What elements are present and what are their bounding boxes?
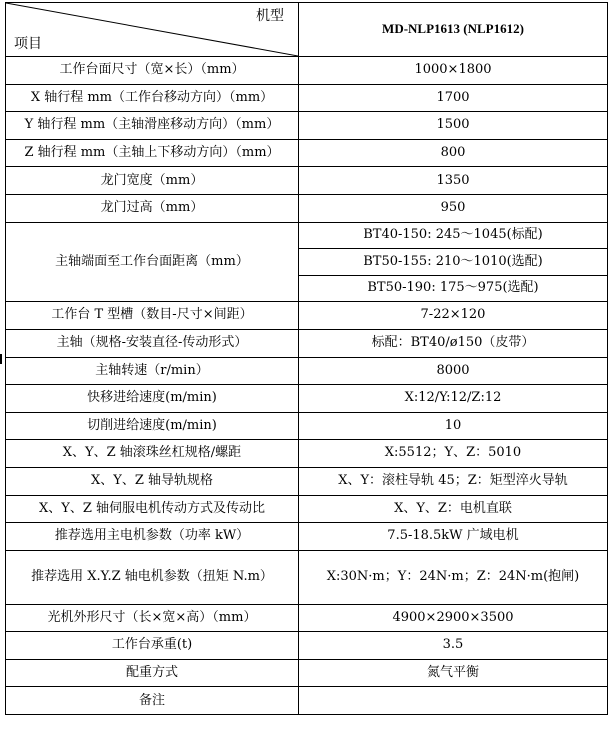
row-label: 快移进给速度(m/min) [6,385,299,413]
table-row [6,687,608,715]
row-label: 配重方式 [6,659,299,687]
row-label: Z 轴行程 mm（主轴上下移动方向）（mm） [6,139,299,167]
row-label: 龙门宽度（mm） [6,167,299,195]
row-value: BT50-190: 175～975(选配) [299,275,608,302]
table-row [6,385,608,413]
table-row [6,84,608,112]
row-label: 推荐选用主电机参数（功率 kW） [6,523,299,551]
corner-header-cell [6,3,299,57]
row-label: 主轴转速（r/min） [6,357,299,385]
row-value: 7.5-18.5kW 广域电机 [299,523,608,551]
row-value: 1700 [299,84,608,112]
row-label: X、Y、Z 轴伺服电机传动方式及传动比 [6,495,299,523]
row-label: 切削进给速度(m/min) [6,412,299,440]
row-value: 氮气平衡 [299,659,608,687]
table-row [6,112,608,140]
row-label: X、Y、Z 轴滚珠丝杠规格/螺距 [6,440,299,468]
table-header-row [6,3,608,57]
row-value: 10 [299,412,608,440]
table-row [6,302,608,330]
model-title: MD-NLP1613 (NLP1612) [299,3,608,57]
row-value: X:12/Y:12/Z:12 [299,385,608,413]
table-row [6,632,608,660]
row-value: 7-22×120 [299,302,608,330]
table-row [6,139,608,167]
row-label: 光机外形尺寸（长×宽×高）（mm） [6,604,299,632]
table-row [6,357,608,385]
row-label: Y 轴行程 mm（主轴滑座移动方向）（mm） [6,112,299,140]
row-value: X、Y：滚柱导轨 45；Z：矩型淬火导轨 [299,467,608,495]
row-value: X、Y、Z：电机直联 [299,495,608,523]
table-row [6,523,608,551]
row-value: 3.5 [299,632,608,660]
row-value: X:30N·m；Y：24N·m；Z：24N·m(抱闸) [299,550,608,604]
row-value: X:5512；Y、Z：5010 [299,440,608,468]
row-value: 8000 [299,357,608,385]
spec-table [5,2,608,715]
row-value: BT50-155: 210～1010(选配) [299,249,608,276]
row-label: 工作台 T 型槽（数目-尺寸×间距） [6,302,299,330]
table-row [6,167,608,195]
row-label: 备注 [6,687,299,715]
row-label: 主轴端面至工作台面距离（mm） [6,222,299,302]
table-row [6,550,608,604]
row-label: 工作台承重(t) [6,632,299,660]
row-label: 龙门过高（mm） [6,194,299,222]
row-value: 1500 [299,112,608,140]
row-label: X 轴行程 mm（工作台移动方向）（mm） [6,84,299,112]
row-label: 主轴（规格-安装直径-传动形式） [6,329,299,357]
table-row [6,440,608,468]
row-label: 推荐选用 X.Y.Z 轴电机参数（扭矩 N.m） [6,550,299,604]
diagonal-line [6,3,298,56]
row-value: BT40-150: 245～1045(标配) [299,222,608,249]
row-label: X、Y、Z 轴导轨规格 [6,467,299,495]
table-row [6,495,608,523]
row-value: 800 [299,139,608,167]
row-value: 4900×2900×3500 [299,604,608,632]
table-row [6,329,608,357]
row-value: 950 [299,194,608,222]
table-row [6,57,608,85]
table-row [6,659,608,687]
table-row [6,194,608,222]
page-edge-mark [0,354,2,364]
row-value: 标配：BT40/ø150（皮带） [299,329,608,357]
corner-label-model: 机型 [256,8,284,24]
row-label: 工作台面尺寸（宽×长）（mm） [6,57,299,85]
row-value: 1000×1800 [299,57,608,85]
table-row [6,467,608,495]
corner-label-item: 项目 [14,35,42,52]
row-value: 1350 [299,167,608,195]
row-value [299,687,608,715]
table-row [6,604,608,632]
table-row [6,222,608,249]
table-row [6,412,608,440]
